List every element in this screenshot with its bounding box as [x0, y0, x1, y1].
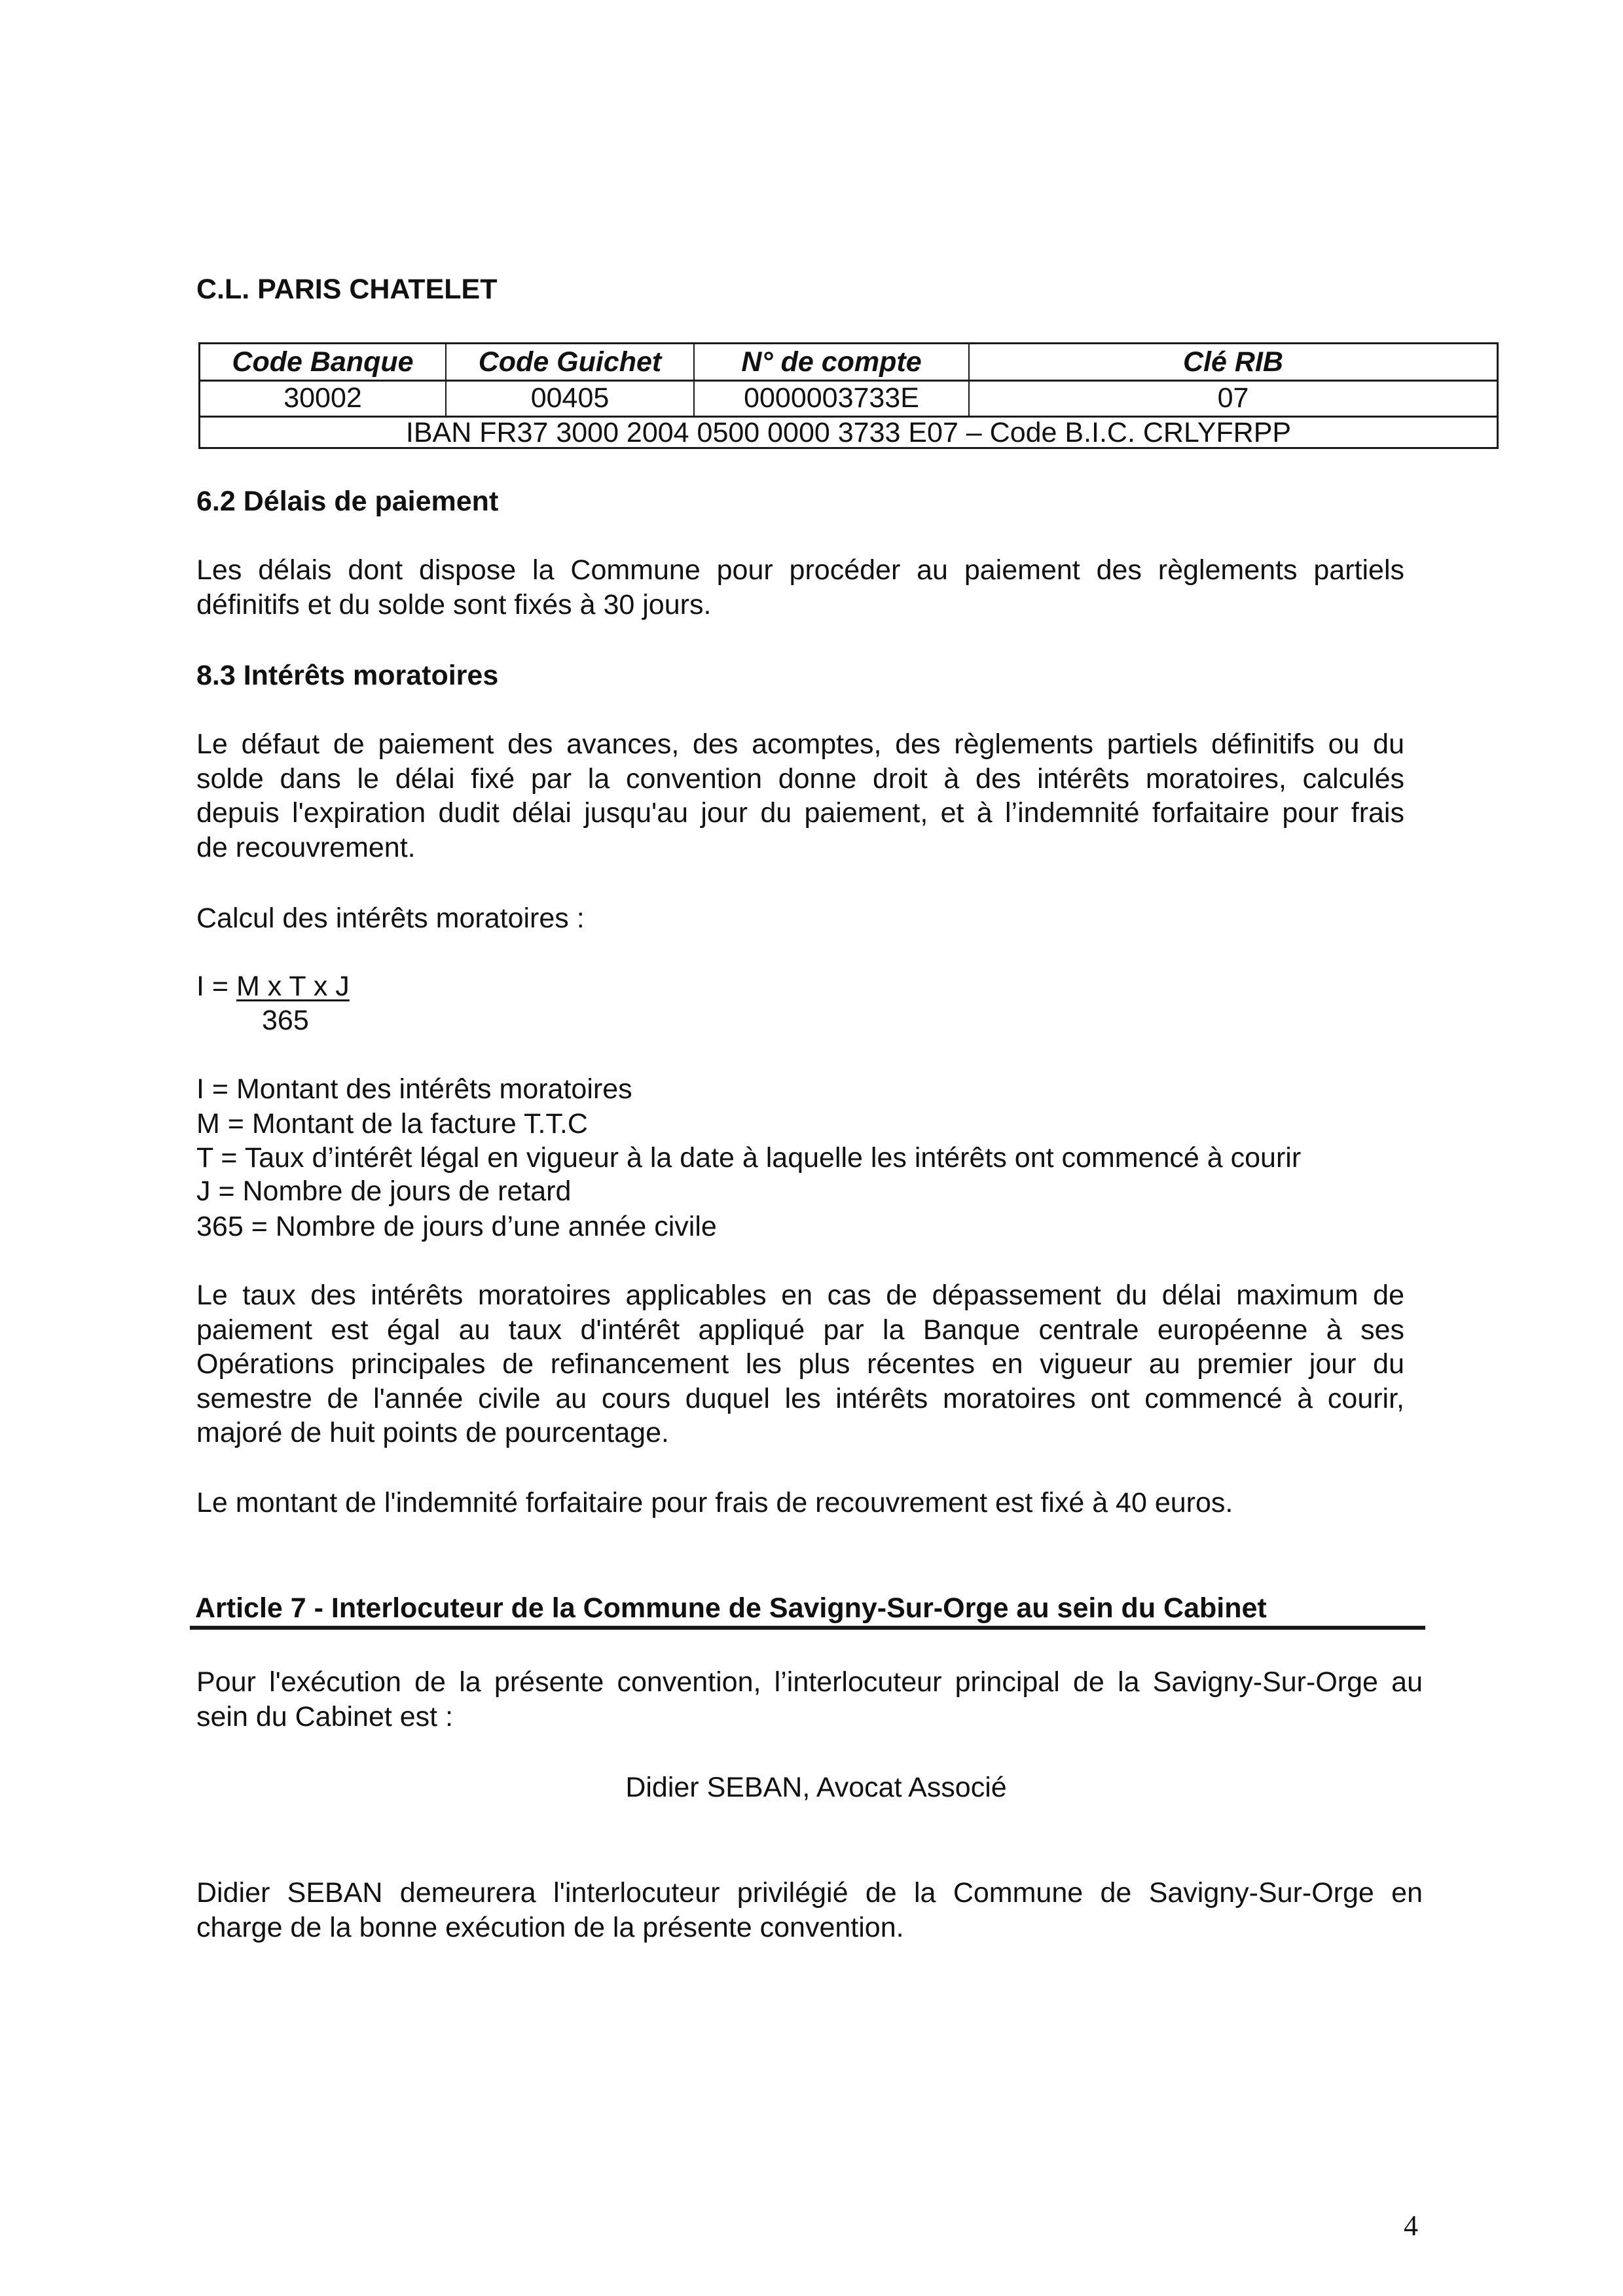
table-iban-row [200, 416, 1497, 449]
paragraph-line: Le défaut de paiement des avances, des acomptes, des règlements partiels définitifs ou du [196, 728, 1404, 760]
paragraph-line: solde dans le délai fixé par la convention donne droit à des intérêts moratoires, calculés [196, 762, 1404, 795]
section-6-2-paragraph [196, 553, 1404, 622]
page-number: 4 [1404, 2210, 1418, 2242]
formula-denominator: 365 [262, 1005, 309, 1036]
paragraph-line: Didier SEBAN demeurera l'interlocuteur privilégié de la Commune de Savigny-Sur-Orge en [196, 1877, 1423, 1909]
paragraph-line: définitifs et du solde sont fixés à 30 jours. [196, 588, 712, 620]
section-8-3-intro-paragraph [196, 727, 1404, 865]
article-7-underline [190, 1626, 1425, 1630]
formula-numerator-line [196, 969, 350, 1003]
indemnity-paragraph: Le montant de l'indemnité forfaitaire pour frais de recouvrement est fixé à 40 euros. [196, 1487, 1233, 1518]
formula-numerator: M x T x J [236, 971, 350, 1002]
paragraph-line: de recouvrement. [196, 831, 416, 863]
cell-cle-rib: 07 [1217, 382, 1249, 414]
bank-details-table [198, 342, 1499, 449]
paragraph-line: sein du Cabinet est : [196, 1700, 454, 1732]
paragraph-line: Le taux des intérêts moratoires applicables en cas de dépassement du délai maximum de [196, 1280, 1404, 1311]
definition-item: T = Taux d’intérêt légal en vigueur à la date à laquelle les intérêts ont commencé à courir [196, 1142, 1302, 1174]
cell-code-banque: 30002 [200, 380, 447, 416]
bank-title: C.L. PARIS CHATELET [196, 274, 498, 305]
article-7-closing-paragraph [196, 1876, 1423, 1945]
definition-item: I = Montant des intérêts moratoires [196, 1073, 632, 1105]
cell-numero-compte: 0000003733E [695, 380, 970, 416]
paragraph-line: paiement est égal au taux d'intérêt appliqué par la Banque centrale européenne à ses [196, 1314, 1404, 1346]
paragraph-line: charge de la bonne exécution de la présente convention. [196, 1911, 904, 1943]
header-cle-rib: Clé RIB [1183, 346, 1283, 378]
table-header-row [200, 344, 1497, 382]
article-7-intro-paragraph [196, 1665, 1423, 1734]
rate-paragraph [196, 1278, 1404, 1450]
paragraph-line: majoré de huit points de pourcentage. [196, 1417, 669, 1448]
formula-lhs: I = [196, 971, 236, 1002]
paragraph-line: semestre de l'année civile au cours duquel les intérêts moratoires ont commencé à courir, [196, 1382, 1404, 1414]
definition-item: M = Montant de la facture T.T.C [196, 1108, 588, 1139]
article-7-heading: Article 7 - Interlocuteur de la Commune de Savigny-Sur-Orge au sein du Cabinet [195, 1592, 1267, 1624]
paragraph-line: Les délais dont dispose la Commune pour procéder au paiement des règlements partiels [196, 554, 1404, 586]
paragraph-line: depuis l'expiration dudit délai jusqu'au jour du paiement, et à l’indemnité forfaitaire pour frais [196, 797, 1404, 829]
section-8-3-heading: 8.3 Intérêts moratoires [196, 660, 499, 691]
cell-iban-bic: IBAN FR37 3000 2004 0500 0000 3733 E07 – Code B.I.C. CRLYFRPP [405, 416, 1292, 448]
definition-item: 365 = Nombre de jours d’une année civile [196, 1211, 717, 1242]
header-code-guichet: Code Guichet [447, 344, 695, 380]
definition-item: J = Nombre de jours de retard [196, 1175, 572, 1207]
paragraph-line: Opérations principales de refinancement les plus récentes en vigueur au premier jour du [196, 1348, 1404, 1380]
header-code-banque: Code Banque [200, 344, 447, 380]
calc-label: Calcul des intérêts moratoires : [196, 903, 585, 934]
section-6-2-heading: 6.2 Délais de paiement [196, 486, 499, 517]
paragraph-line: Pour l'exécution de la présente convention, l’interlocuteur principal de la Savigny-Sur-Orge au [196, 1666, 1423, 1698]
table-row [200, 380, 1497, 418]
header-numero-compte: N° de compte [695, 344, 970, 380]
cell-code-guichet: 00405 [447, 380, 695, 416]
contact-name: Didier SEBAN, Avocat Associé [625, 1772, 1007, 1803]
